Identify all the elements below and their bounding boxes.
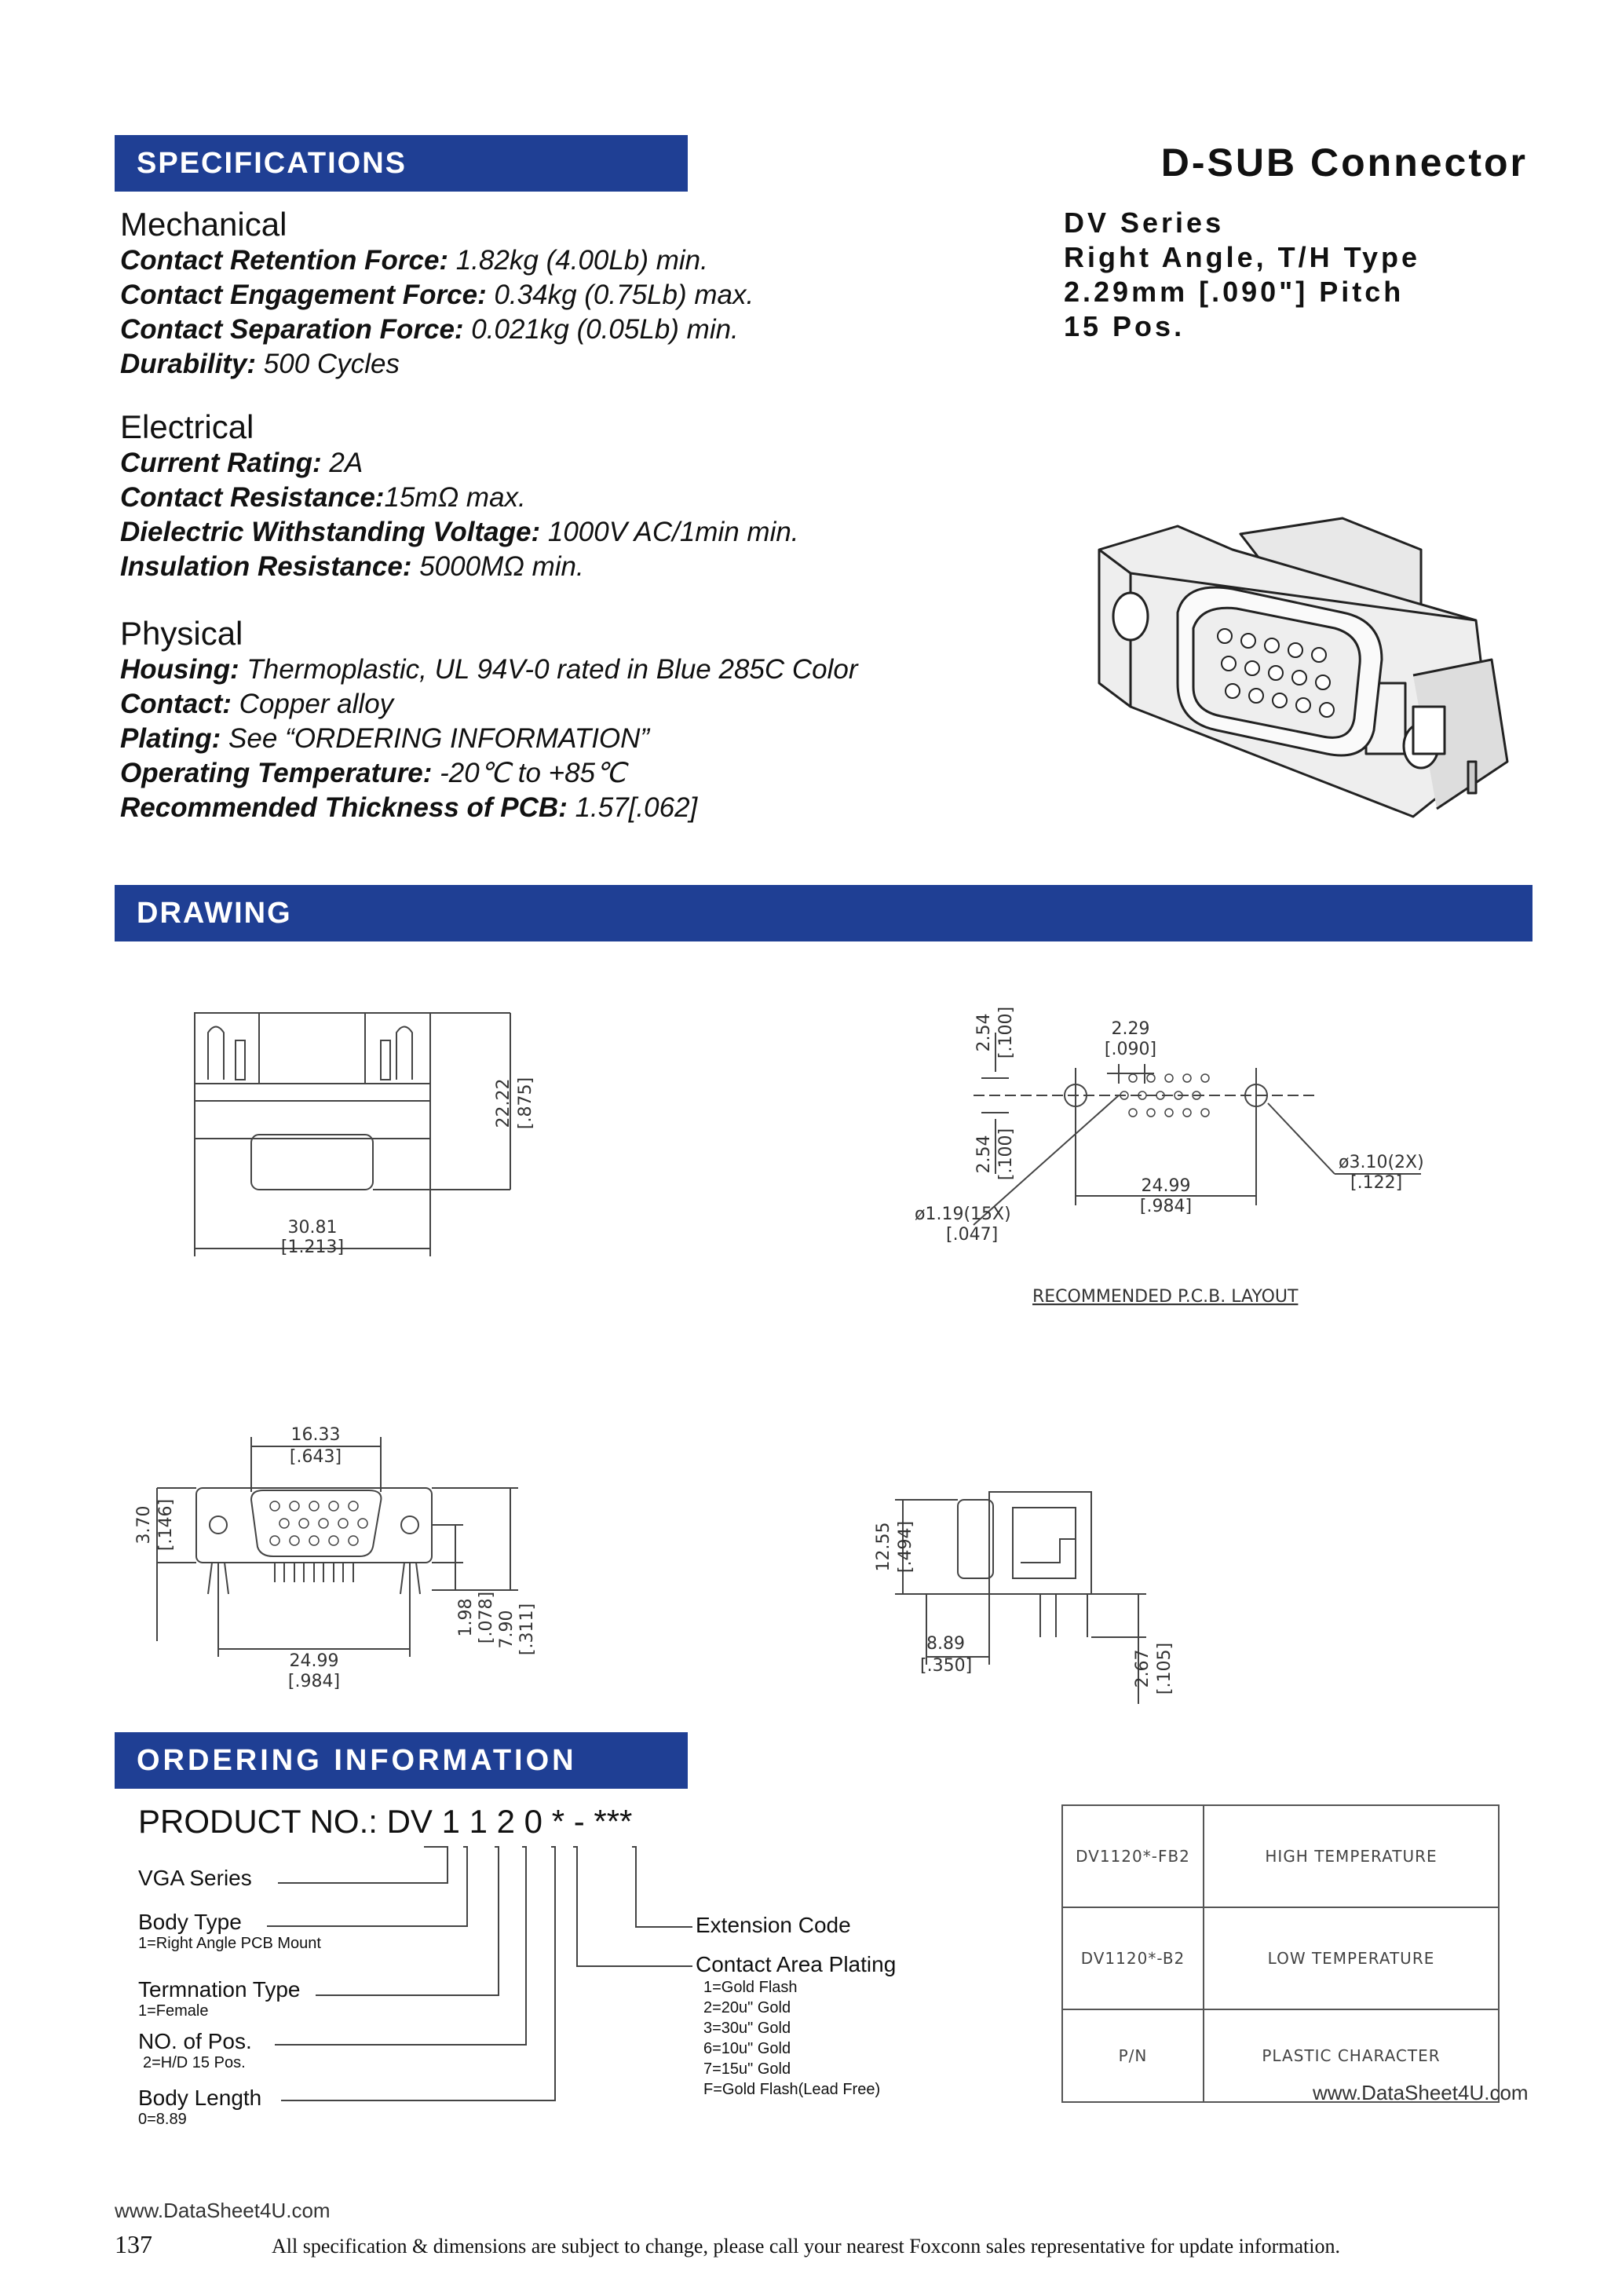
- specifications-title: SPECIFICATIONS: [137, 146, 407, 180]
- dim-label: 30.81: [287, 1218, 338, 1238]
- dim-label: 8.89: [926, 1634, 965, 1654]
- extension-code-label: Extension Code: [696, 1913, 851, 1937]
- table-cell: DV1120*-B2: [1062, 1907, 1204, 2009]
- series-line: DV Series: [1064, 207, 1225, 239]
- table-cell: HIGH TEMPERATURE: [1204, 1805, 1499, 1907]
- spec-line: Current Rating: 2A: [120, 448, 363, 478]
- side-view-drawing: [864, 1476, 1193, 1720]
- connector-product-image: [1083, 503, 1523, 832]
- face-view-drawing: [133, 1421, 557, 1712]
- physical-heading: Physical: [120, 615, 243, 652]
- ordering-leader-lines: [267, 1837, 707, 2120]
- dim-label: 24.99: [1141, 1176, 1191, 1196]
- dim-label: [.100]: [996, 1128, 1016, 1181]
- dim-label: 2.54: [974, 1013, 994, 1052]
- plating-option: 6=10u" Gold: [703, 2040, 791, 2057]
- dim-label: [.146]: [156, 1498, 176, 1552]
- series-line: Right Angle, T/H Type: [1064, 241, 1420, 273]
- spec-line: Contact Resistance:15mΩ max.: [120, 482, 526, 513]
- ordering-bar: [115, 1732, 688, 1789]
- table-cell: DV1120*-FB2: [1062, 1805, 1204, 1907]
- dim-label: 22.22: [494, 1078, 513, 1128]
- spec-line: Operating Temperature: -20℃ to +85℃: [120, 758, 627, 788]
- watermark-right: www.DataSheet4U.com: [1313, 2081, 1529, 2104]
- dim-label: [.047]: [946, 1225, 999, 1245]
- dim-label: 3.70: [134, 1505, 154, 1545]
- dim-label: 2.54: [974, 1135, 994, 1174]
- dim-label: 16.33: [290, 1425, 341, 1445]
- dim-label: 7.90: [497, 1610, 517, 1649]
- series-line: 15 Pos.: [1064, 310, 1185, 342]
- dim-label: [.643]: [289, 1447, 342, 1467]
- dim-label: [.350]: [920, 1656, 973, 1676]
- field-termination-type: Termnation Type 1=Female: [138, 1977, 301, 2020]
- spec-line: Dielectric Withstanding Voltage: 1000V AC/1min min.: [120, 517, 799, 547]
- front-view-drawing: [181, 997, 550, 1272]
- series-line: 2.29mm [.090"] Pitch: [1064, 276, 1405, 308]
- plating-label: Contact Area Plating: [696, 1952, 897, 1976]
- ordering-title: ORDERING INFORMATION: [137, 1743, 577, 1777]
- dim-label: [1.213]: [280, 1238, 345, 1257]
- temperature-table: [1061, 1804, 1500, 2103]
- mechanical-heading: Mechanical: [120, 206, 287, 243]
- dim-label: 2.67: [1133, 1649, 1153, 1688]
- footer-notice: All specification & dimensions are subject to change, please call your nearest Foxconn sales representative for update information.: [272, 2235, 1340, 2258]
- dim-label: [.078]: [477, 1591, 496, 1644]
- dim-label: [.100]: [996, 1006, 1016, 1059]
- product-number: PRODUCT NO.: DV 1 1 2 0 * - ***: [138, 1803, 633, 1840]
- page-number: 137: [115, 2230, 152, 2258]
- dim-label: ø1.19(15X): [915, 1205, 1011, 1224]
- spec-line: Housing: Thermoplastic, UL 94V-0 rated in Blue 285C Color: [120, 654, 858, 685]
- dim-label: [.090]: [1104, 1040, 1157, 1059]
- spec-line: Contact: Copper alloy: [120, 689, 394, 719]
- dim-label: [.494]: [896, 1520, 915, 1574]
- dim-label: [.984]: [287, 1672, 341, 1691]
- field-body-type: Body Type 1=Right Angle PCB Mount: [138, 1910, 321, 1952]
- table-cell: P/N: [1062, 2009, 1204, 2102]
- product-title: D-SUB Connector: [1160, 141, 1528, 185]
- mechanical-section: [120, 206, 754, 382]
- electrical-heading: Electrical: [120, 408, 254, 445]
- spec-line: Contact Engagement Force: 0.34kg (0.75Lb) max.: [120, 280, 754, 310]
- drawing-title: DRAWING: [137, 896, 292, 930]
- dim-label: 2.29: [1111, 1019, 1150, 1039]
- field-body-length: Body Length 0=8.89: [138, 2086, 262, 2128]
- table-cell: LOW TEMPERATURE: [1204, 1907, 1499, 2009]
- electrical-section: [120, 408, 799, 584]
- plating-option: 1=Gold Flash: [703, 1979, 798, 1996]
- pcb-layout-drawing: [911, 985, 1445, 1315]
- table-row: [1062, 1805, 1499, 1907]
- plating-option: 3=30u" Gold: [703, 2020, 791, 2037]
- dim-label: [.311]: [517, 1603, 537, 1656]
- spec-line: Insulation Resistance: 5000MΩ min.: [120, 551, 584, 582]
- spec-line: Durability: 500 Cycles: [120, 349, 400, 379]
- plating-option: F=Gold Flash(Lead Free): [703, 2081, 881, 2098]
- ordering-fields: [138, 1866, 252, 1891]
- dim-label: [.875]: [516, 1077, 535, 1130]
- table-row: [1062, 1907, 1499, 2009]
- plating-option: 7=15u" Gold: [703, 2060, 791, 2078]
- field-no-of-pos: NO. of Pos. 2=H/D 15 Pos.: [138, 2029, 252, 2071]
- field-vga-series: VGA Series: [138, 1866, 252, 1890]
- dim-label: 12.55: [874, 1522, 893, 1572]
- series-block: [1064, 206, 1420, 344]
- dim-label: [.984]: [1139, 1197, 1193, 1216]
- watermark-left: www.DataSheet4U.com: [115, 2199, 331, 2222]
- dim-label: [.122]: [1350, 1173, 1403, 1193]
- plating-option: 2=20u" Gold: [703, 1999, 791, 2016]
- dim-label: [.105]: [1155, 1642, 1174, 1695]
- dim-label: 24.99: [289, 1651, 339, 1671]
- dim-label: 1.98: [456, 1598, 476, 1637]
- dim-label: ø3.10(2X): [1339, 1153, 1424, 1172]
- specifications-bar: [115, 135, 688, 192]
- pcb-caption: RECOMMENDED P.C.B. LAYOUT: [1032, 1287, 1299, 1307]
- spec-line: Plating: See “ORDERING INFORMATION”: [120, 723, 650, 754]
- physical-section: [120, 615, 858, 825]
- spec-line: Recommended Thickness of PCB: 1.57[.062]: [120, 792, 698, 823]
- drawing-bar: [115, 885, 1532, 941]
- spec-line: Contact Separation Force: 0.021kg (0.05Lb) min.: [120, 314, 739, 345]
- spec-line: Contact Retention Force: 1.82kg (4.00Lb) min.: [120, 245, 708, 276]
- plating-block: [696, 1952, 896, 2100]
- table-cell: PLASTIC CHARACTER: [1204, 2009, 1499, 2102]
